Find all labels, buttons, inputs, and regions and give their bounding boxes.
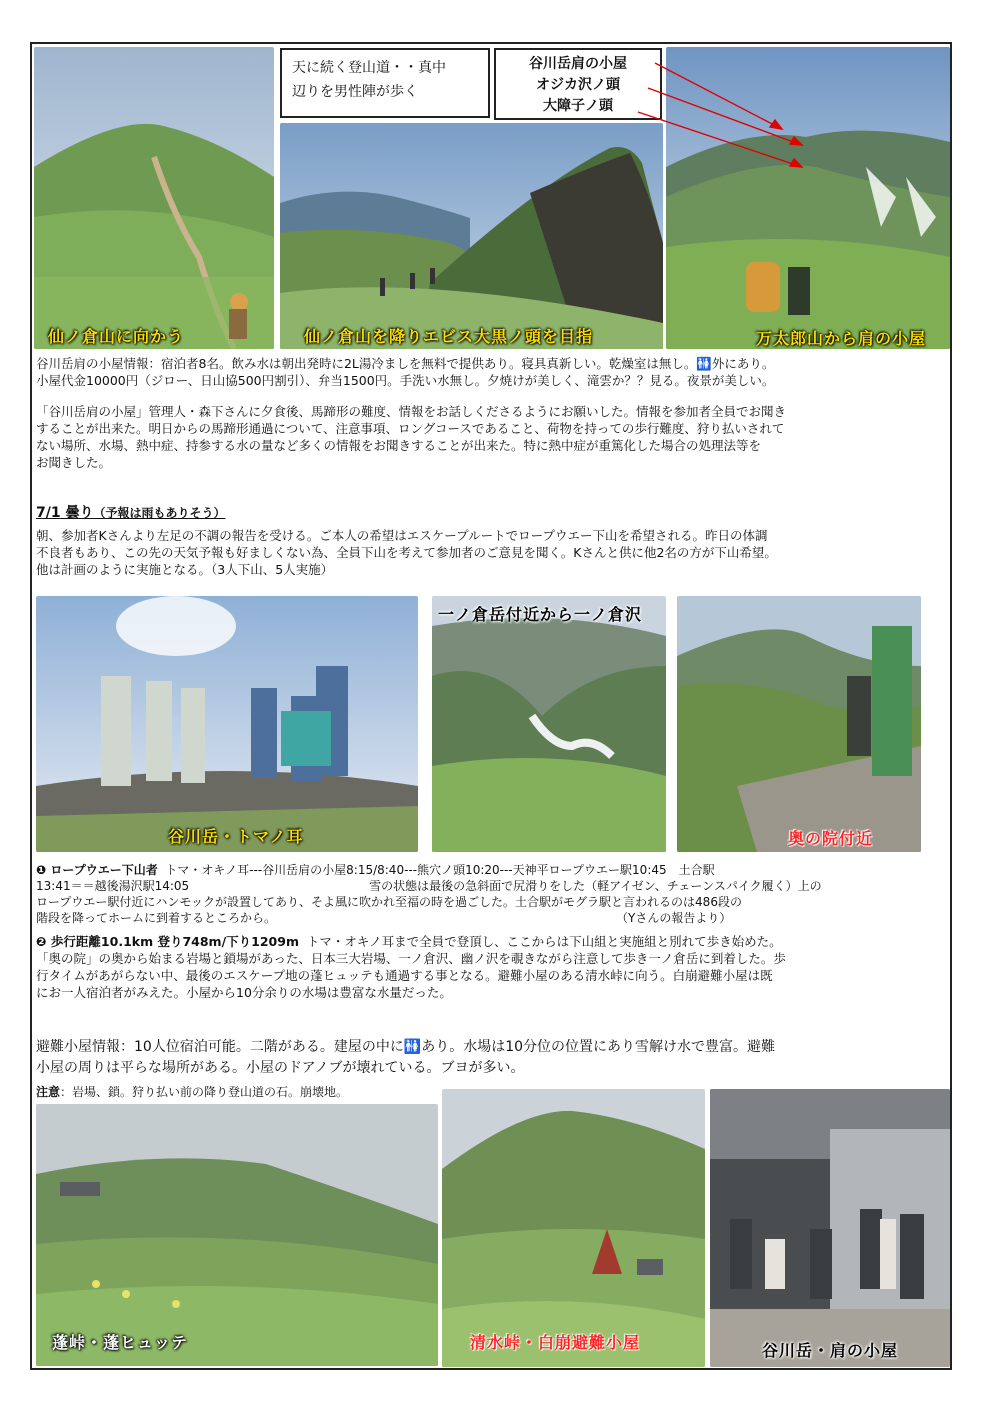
walk-line-1 [36, 933, 951, 950]
walk-line: 行タイムがあがらない中、最後のエスケープ地の蓬ヒュッテも通過する事となる。避難小屋のある清水峠に向う。白崩避難小屋は既 [36, 968, 773, 983]
manager-line: することが出来た。明日からの馬蹄形通過について、注意事項、ロングコースであること、荷物を持っての歩行難度、狩り払いされて [36, 421, 785, 436]
shelter-line-2: 小屋の周りは平らな場所がある。小屋のドアノブが壊れている。ブヨが多い。 [36, 1060, 525, 1076]
shelter-line-1: 避難小屋情報：10人位宿泊可能。二階がある。建屋の中に🚻あり。水場は10分位の位置にあり雪解け水で豊富。避難 [36, 1039, 776, 1055]
photo-ebisu-daikoku [280, 123, 663, 349]
photo-tomanomimi-group [36, 596, 418, 852]
day-heading [36, 505, 226, 522]
manager-line: お聞きした。 [36, 455, 112, 470]
peak-label-ojikasawa: オジカ沢ノ頭 [536, 77, 620, 93]
caption-photo-3: 万太郎山から肩の小屋 [756, 329, 927, 348]
photo-yomogi-hutte [36, 1104, 438, 1366]
ropeway-line-2 [36, 878, 951, 894]
caption-mid-2: 一ノ倉岳付近から一ノ倉沢 [438, 605, 643, 624]
day-report [36, 527, 951, 578]
ropeway-snow: 雪の状態は最後の急斜面で尻滑りをした（軽アイゼン、チェーンスパイク履く）上の [369, 879, 822, 893]
photo-shimizu-toge [442, 1089, 705, 1367]
hut-info-line: 小屋代金10000円（ジロー、日山協500円割引）、弁当1500円。手洗い水無し。夕焼けが美しく、滝雲か？？見る。夜景が美しい。 [36, 373, 775, 388]
day-weather: 曇り [65, 505, 94, 521]
day-note: （予報は雨もありそう） [93, 506, 226, 520]
day-line: 他は計画のように実施となる。（3人下山、5人実施） [36, 562, 334, 577]
peak-label-oshoji: 大障子ノ頭 [543, 98, 613, 114]
manager-line: 「谷川岳肩の小屋」管理人・森下さんに夕食後、馬蹄形の難度、情報をお話しくださるようにお願いした。情報を参加者全員でお聞き [36, 404, 787, 419]
walk-report [36, 933, 951, 1001]
caption-mid-1: 谷川岳・トマノ耳 [168, 827, 304, 846]
caption-box-line-2: 辺りを男性陣が歩く [292, 84, 418, 100]
ropeway-times: 13:41＝＝越後湯沢駅14:05 [36, 879, 190, 893]
caution-text: ：岩場、鎖。狩り払い前の降り登山道の石。崩壊地。 [60, 1085, 349, 1099]
ropeway-stairs: 階段を降ってホームに到着するところから。 [36, 911, 277, 925]
ropeway-line-4 [36, 910, 951, 926]
walk-title: ❷ 歩行距離10.1km 登り748m/下り1209m [36, 934, 299, 949]
walk-intro: トマ・オキノ耳まで全員で登頂し、ここからは下山組と実施組と別れて歩き始めた。 [306, 934, 782, 949]
walk-line: 「奥の院」の奥から始まる岩場と鎖場があった、日本三大岩場、一ノ倉沢、幽ノ沢を覗きながら注意して歩き一ノ倉岳に到着した。歩 [36, 951, 786, 966]
caption-bottom-1: 蓬峠・蓬ヒュッテ [52, 1333, 189, 1352]
photo-okunoin [677, 596, 921, 852]
ropeway-title: ❶ ロープウエー下山者 [36, 863, 158, 877]
ropeway-route: トマ・オキノ耳---谷川岳肩の小屋8:15/8:40---熊穴ノ頭10:20---天神平ロープウエー駅10:45 土合駅 [165, 863, 715, 877]
caption-photo-1: 仙ノ倉山に向かう [48, 327, 185, 346]
walk-line: にお一人宿泊者がみえた。小屋から10分余りの水場は豊富な水量だった。 [36, 985, 452, 1000]
peak-labels-box [494, 48, 662, 120]
manager-line: ない場所、水場、熱中症、持参する水の量など多くの情報をお聞きすることが出来た。特に熱中症が重篤化した場合の処理法等を [36, 438, 762, 453]
day-date: 7/1 [36, 505, 61, 521]
peak-label-kata-no-koya: 谷川岳肩の小屋 [529, 56, 627, 72]
ropeway-report [36, 862, 951, 926]
photo-mantaro [666, 47, 950, 349]
day-line: 不良者もあり、この先の天気予報も好ましくない為、全員下山を考えて参加者のご意見を聞く。Kさんと供に他2名の方が下山希望。 [36, 545, 777, 560]
shelter-info [36, 1037, 951, 1079]
day-line: 朝、参加者Kさんより左足の不調の報告を受ける。ご本人の希望はエスケープルートでロープウエー下山を希望される。昨日の体調 [36, 528, 768, 543]
photo-sennokura-approach [34, 47, 274, 349]
ropeway-line-1 [36, 862, 951, 878]
manager-paragraph [36, 403, 951, 471]
hut-info [36, 355, 951, 389]
hut-info-line: 谷川岳肩の小屋情報：宿泊者8名。飲み水は朝出発時に2L湯冷ましを無料で提供あり。寝具真新しい。乾燥室は無し。🚻外にあり。 [36, 356, 775, 371]
caption-box-line-1: 天に続く登山道・・真中 [292, 60, 446, 76]
caption-box [280, 48, 490, 118]
ropeway-line-3: ロープウエー駅付近にハンモックが設置してあり、そよ風に吹かれ至福の時を過ごした。土合駅がモグラ駅と言われるのは486段の [36, 895, 742, 909]
ropeway-credit: （Yさんの報告より） [616, 911, 732, 925]
caution-label: 注意 [36, 1085, 61, 1099]
caption-bottom-2: 清水峠・白崩避難小屋 [470, 1333, 641, 1352]
photo-kata-no-koya-group [710, 1089, 950, 1367]
caption-mid-3: 奥の院付近 [788, 829, 874, 848]
caption-bottom-3: 谷川岳・肩の小屋 [762, 1341, 899, 1360]
caption-photo-2: 仙ノ倉山を降りエビス大黒ノ頭を目指 [304, 327, 594, 346]
photo-ichinokura-sawa [432, 596, 666, 852]
